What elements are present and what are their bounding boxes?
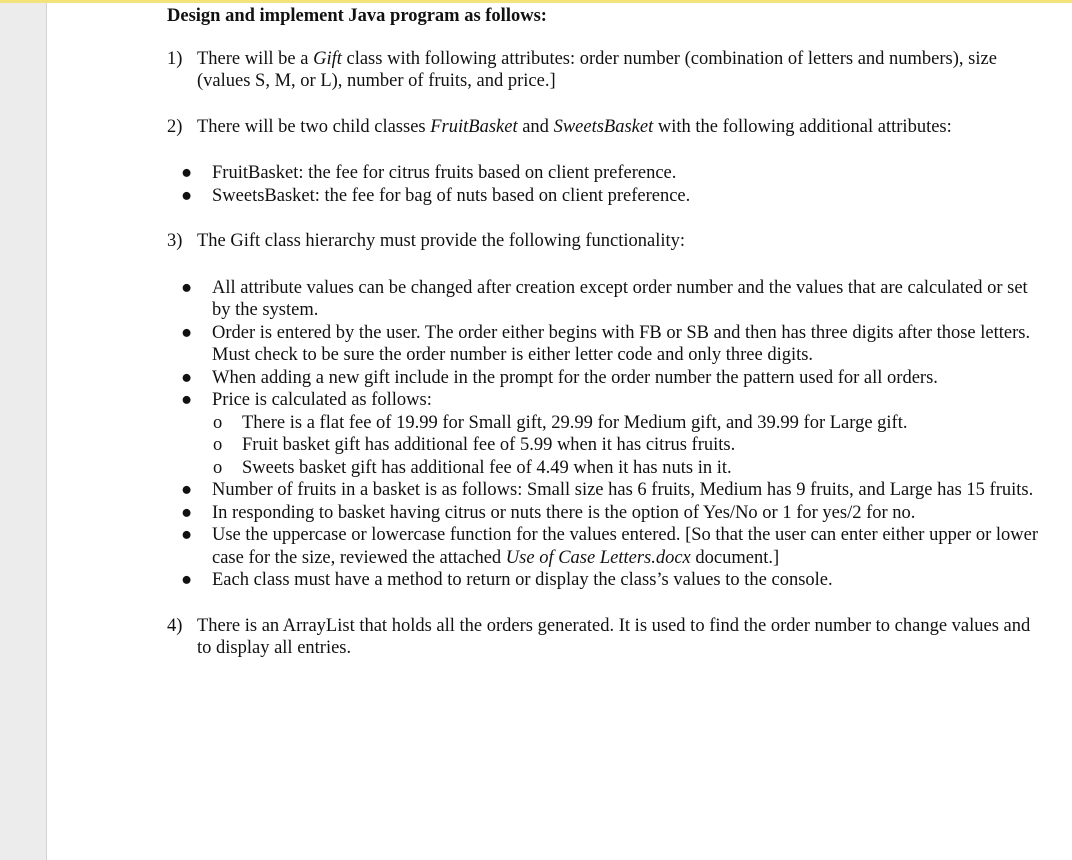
item-number: 2) — [167, 116, 183, 137]
bullet-fruitbasket: ● FruitBasket: the fee for citrus fruits based on client preference. — [181, 163, 677, 183]
price-subitem-sweets-fee: o Sweets basket gift has additional fee of 4.49 when it has nuts in it. — [213, 457, 732, 478]
price-subitems — [212, 412, 1047, 480]
sub-bullet-icon: o — [213, 457, 223, 478]
bullet-fruit-count: ● Number of fruits in a basket is as follows: Small size has 6 fruits, Medium has 9 fruits, and Large has 15 fruits. — [181, 480, 1034, 500]
bullet-icon: ● — [181, 480, 193, 500]
bullet-icon: ● — [181, 163, 193, 183]
item-1-text: There will be a Gift class with following attributes: order number (combination of letters and numbers), size (values S, M, or L), number of fruits, and price.] — [197, 48, 997, 91]
bullet-sweetsbasket: ● SweetsBasket: the fee for bag of nuts based on client preference. — [181, 185, 691, 206]
attached-document-name: Use of Case Letters.docx — [505, 547, 691, 568]
item-3-bullets — [167, 277, 1047, 592]
list-item-3 — [167, 230, 1047, 253]
document-page — [46, 3, 1072, 860]
item-number: 1) — [167, 48, 183, 69]
bullet-icon: ● — [181, 502, 193, 523]
bullet-display-method: ● Each class must have a method to return or display the class’s values to the console. — [181, 570, 833, 590]
document-heading: Design and implement Java program as follows: — [167, 6, 547, 26]
bullet-price-calc: ● Price is calculated as follows: o There is a flat fee of 19.99 for Small gift, 29.99 for Medium gift, and 39.99 for Large gift. o Fruit basket gift has additional fee of 5.99 when it has citrus fruits. o Sweets basket gift has additional fee of 4.49 when it has nuts in it. — [167, 389, 1047, 479]
bullet-icon: ● — [181, 570, 193, 590]
bullet-case-function: ● Use the uppercase or lowercase function for the values entered. [So that the user can enter either upper or lower case for the size, reviewed the attached Use of Case Letters.docx document.] — [181, 525, 1038, 568]
bullet-order-prompt: ● When adding a new gift include in the prompt for the order number the pattern used for all orders. — [181, 367, 938, 388]
list-item-4 — [167, 615, 1047, 660]
item-number: 3) — [167, 231, 183, 251]
price-subitem-fruit-fee: o Fruit basket gift has additional fee of 5.99 when it has citrus fruits. — [213, 435, 736, 455]
document-body — [167, 5, 1047, 660]
item-3-text: The Gift class hierarchy must provide the following functionality: — [197, 231, 686, 251]
item-4-text: There is an ArrayList that holds all the orders generated. It is used to find the order number to change values and to display all entries. — [197, 615, 1031, 658]
bullet-icon: ● — [181, 525, 193, 545]
bullet-icon: ● — [181, 367, 193, 388]
item-2-bullets — [167, 162, 1047, 207]
sub-bullet-icon: o — [213, 412, 223, 433]
sub-bullet-icon: o — [213, 435, 223, 455]
list-item-2 — [167, 116, 1047, 139]
bullet-icon: ● — [181, 390, 193, 410]
item-2-text: There will be two child classes FruitBasket and SweetsBasket with the following additional attributes: — [197, 116, 952, 137]
bullet-icon: ● — [181, 185, 193, 206]
bullet-icon: ● — [181, 277, 193, 298]
item-number: 4) — [167, 615, 183, 636]
bullet-icon: ● — [181, 322, 193, 343]
bullet-attribute-changes: ● All attribute values can be changed after creation except order number and the values that are calculated or set by the system. — [181, 277, 1028, 320]
bullet-citrus-nuts-option: ● In responding to basket having citrus or nuts there is the option of Yes/No or 1 for yes/2 for no. — [181, 502, 916, 523]
list-item-1 — [167, 48, 1047, 93]
bullet-order-entry: ● Order is entered by the user. The order either begins with FB or SB and then has three digits after those letters. Must check to be sure the order number is either letter code and only three digits. — [181, 322, 1031, 365]
price-subitem-flat-fee: o There is a flat fee of 19.99 for Small gift, 29.99 for Medium gift, and 39.99 for Large gift. — [213, 412, 908, 433]
